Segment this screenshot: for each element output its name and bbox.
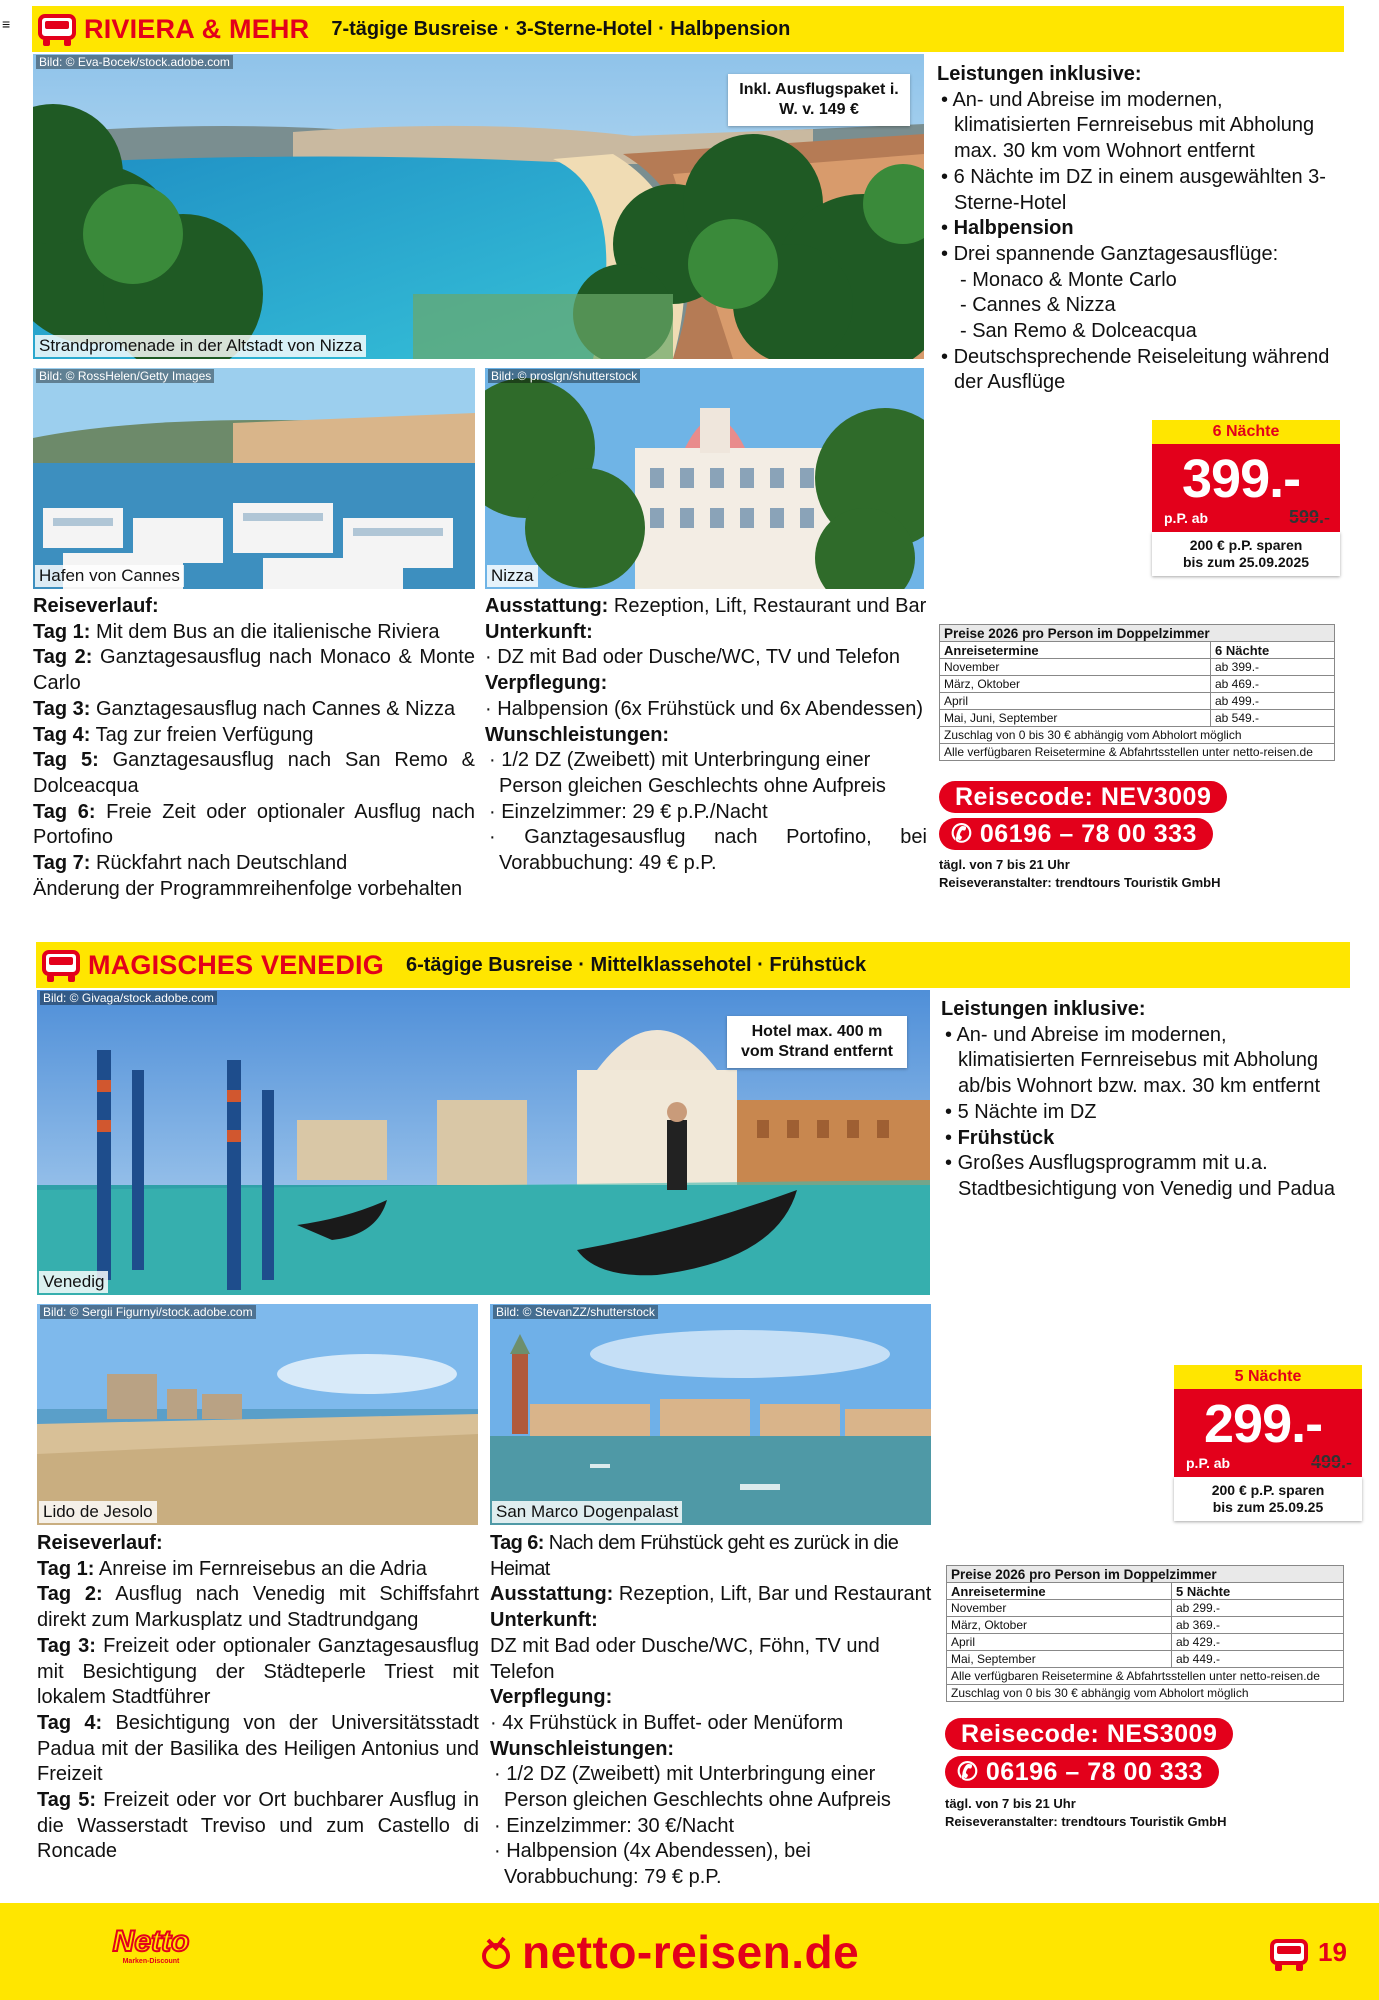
extra-item: · 1/2 DZ (Zweibett) mit Unterbringung einer Person gleichen Geschlechts ohne Aufpreis [489,749,886,797]
photo-caption: Venedig [39,1271,108,1293]
tour-operator: Reiseveranstalter: trendtours Touristik GmbH [945,1814,1227,1829]
photo-caption: Strandpromenade in der Altstadt von Nizza [35,335,366,357]
page-marker: ≡ [2,16,11,32]
extra-item: · Ganztagesausflug nach Portofino, bei Vorabbuchung: 49 € p.P. [489,826,927,875]
extras-label: Wunschleistungen: [490,1737,675,1760]
table-row: November ab 299.- [947,1600,1344,1617]
old-price: 499.- [1310,1452,1352,1472]
table-title: Preise 2026 pro Person im Doppelzimmer [940,625,1335,642]
hotline-hours: tägl. von 7 bis 21 Uhr [945,1796,1076,1811]
offer2-itinerary [37,1531,479,1865]
price-nights: 5 Nächte [1174,1365,1362,1389]
old-price: 599.- [1288,507,1330,527]
offer1-hotel-details [485,594,927,877]
col-header: Anreisetermine [947,1583,1172,1600]
board-label: Verpflegung: [485,672,608,695]
extras-label: Wunschleistungen: [485,723,670,746]
hotel-distance-tag: Hotel max. 400 m vom Strand entfernt [727,1016,907,1068]
table-note: Alle verfügbaren Reisetermine & Abfahrtsstellen unter netto-reisen.de [947,1668,1344,1685]
offer2-banner [36,942,1350,988]
offer2-left-photo [37,1304,478,1525]
itinerary-day: Tag 4: Tag zur freien Verfügung [33,723,314,746]
room-text: DZ mit Bad oder Dusche/WC, Föhn, TV und Telefon [490,1634,880,1683]
offer1-itinerary [33,594,475,902]
table-row: April ab 499.- [940,693,1335,710]
savings-note: 200 € p.P. sparen bis zum 25.09.2025 [1152,532,1340,576]
itinerary-day: Tag 2: Ausflug nach Venedig mit Schiffsfahrt direkt zum Markusplatz und Stadtrundgang [37,1583,480,1632]
extra-item: · Einzelzimmer: 29 € p.P./Nacht [489,800,768,823]
offer2-title: MAGISCHES VENEDIG [88,949,384,980]
jesolo-photo-illustration [37,1304,478,1525]
equipment: Ausstattung: Rezeption, Lift, Bar und Restaurant [490,1583,932,1606]
itinerary-day: Tag 2: Ganztagesausflug nach Monaco & Monte Carlo [33,646,475,695]
netto-logo[interactable]: Netto Marken-Discount [112,1925,190,1965]
photo-caption: San Marco Dogenpalast [492,1501,682,1523]
bus-icon [36,12,78,46]
col-header: Anreisetermine [940,642,1211,659]
photo-credit: Bild: © Givaga/stock.adobe.com [40,991,217,1005]
services-title: Leistungen inklusive: [941,998,1146,1020]
itinerary-day: Tag 1: Anreise im Fernreisebus an die Adria [37,1557,427,1580]
table-row: April ab 429.- [947,1634,1344,1651]
table-note: Alle verfügbaren Reisetermine & Abfahrtsstellen unter netto-reisen.de [940,744,1335,761]
itinerary-title: Reiseverlauf: [37,1532,163,1554]
travel-code: Reisecode: NEV3009 [939,781,1227,813]
board-text: · 4x Frühstück in Buffet- oder Menüform [490,1711,844,1734]
table-row: November ab 399.- [940,659,1335,676]
price-value: 299.- [1204,1394,1323,1454]
page-number: 19 [1318,1937,1347,1967]
offer1-right-photo [485,368,924,589]
itinerary-note: Änderung der Programmreihenfolge vorbehalten [33,877,463,900]
savings-note: 200 € p.P. sparen bis zum 25.09.25 [1174,1477,1362,1521]
room-label: Unterkunft: [485,620,593,643]
extra-item: · Einzelzimmer: 30 €/Nacht [494,1814,735,1837]
table-row: Mai, Juni, September ab 549.- [940,710,1335,727]
offer1-services [937,62,1342,396]
phone-icon: ✆ [951,820,973,848]
travel-code: Reisecode: NES3009 [945,1718,1233,1750]
itinerary-day: Tag 7: Rückfahrt nach Deutschland [33,852,348,875]
offer2-right-photo [490,1304,931,1525]
offer2-hotel-details [490,1531,935,1891]
table-note: Zuschlag von 0 bis 30 € abhängig vom Abholort möglich [940,727,1335,744]
photo-credit: Bild: © RossHelen/Getty Images [36,369,214,383]
service-item: • 5 Nächte im DZ [945,1100,1097,1123]
website-link[interactable]: netto-reisen.de [478,1925,859,1979]
col-header: 5 Nächte [1172,1583,1344,1600]
service-item: • Halbpension [941,217,1074,240]
bus-icon [40,948,82,982]
service-item: • Drei spannende Ganztagesausflüge: [941,242,1279,265]
hotline-hours: tägl. von 7 bis 21 Uhr [939,857,1070,872]
tour-operator: Reiseveranstalter: trendtours Touristik GmbH [939,875,1221,890]
service-item: • Frühstück [945,1126,1055,1149]
service-item: • An- und Abreise im modernen, klimatisierten Fernreisebus mit Abholung max. 30 km vom Wohnort entfernt [941,88,1315,163]
table-row: Mai, September ab 449.- [947,1651,1344,1668]
cannes-photo-illustration [33,368,475,589]
offer2-price-table [946,1565,1344,1702]
offer2-subtitle: 6-tägige Busreise · Mittelklassehotel · Frühstück [405,953,867,976]
service-item: • Großes Ausflugsprogramm mit u.a. Stadtbesichtigung von Venedig und Padua [945,1152,1335,1200]
offer1-main-photo [33,54,924,359]
offer1-title: RIVIERA & MEHR [84,13,310,44]
bus-icon [1268,1937,1310,1976]
table-row: März, Oktober ab 469.- [940,676,1335,693]
itinerary-day: Tag 4: Besichtigung von der Universitätsstadt Padua mit der Basilika des Heiligen Antonius und Freizeit [37,1711,479,1786]
offer1-price-table [939,624,1335,761]
service-item: • An- und Abreise im modernen, klimatisierten Fernreisebus mit Abholung ab/bis Wohnort bzw. max. 30 km entfernt [945,1023,1321,1098]
itinerary-day: Tag 3: Ganztagesausflug nach Cannes & Nizza [33,697,456,720]
photo-caption: Lido de Jesolo [39,1501,157,1523]
itinerary-day: Tag 1: Mit dem Bus an die italienische Riviera [33,620,440,643]
excursion-package-tag: Inkl. Ausflugspaket i. W. v. 149 € [728,74,910,126]
itinerary-day: Tag 5: Ganztagesausflug nach San Remo & Dolceacqua [33,749,475,797]
price-per-person: p.P. ab [1164,510,1209,526]
itinerary-day-6: Tag 6: Nach dem Frühstück geht es zurück in die Heimat [490,1532,899,1580]
table-note: Zuschlag von 0 bis 30 € abhängig vom Abholort möglich [947,1685,1344,1702]
room-text: · DZ mit Bad oder Dusche/WC, TV und Telefon [485,646,900,669]
extra-item: · Halbpension (4x Abendessen), bei Vorabbuchung: 79 € p.P. [494,1840,811,1889]
excursion-item: - Monaco & Monte Carlo [960,268,1177,291]
excursion-item: - Cannes & Nizza [960,294,1116,317]
service-item: • Deutschsprechende Reiseleitung während der Ausflüge [941,345,1330,394]
offer1-banner [32,6,1344,52]
photo-credit: Bild: © Sergii Figurnyi/stock.adobe.com [40,1305,256,1319]
price-value: 399.- [1182,449,1301,509]
board-text: · Halbpension (6x Frühstück und 6x Abendessen) [485,697,924,720]
equipment: Ausstattung: Rezeption, Lift, Restaurant und Bar [485,595,927,617]
services-title: Leistungen inklusive: [937,63,1142,85]
netto-scottie-icon [478,1932,514,1972]
room-label: Unterkunft: [490,1609,598,1632]
photo-credit: Bild: © Eva-Bocek/stock.adobe.com [36,55,233,69]
itinerary-day: Tag 5: Freizeit oder vor Ort buchbarer Ausflug in die Wasserstadt Treviso und zum Castello di Roncade [37,1789,479,1863]
photo-caption: Hafen von Cannes [35,565,184,587]
board-label: Verpflegung: [490,1686,613,1709]
table-row: März, Oktober ab 369.- [947,1617,1344,1634]
photo-credit: Bild: © proslgn/shutterstock [488,369,640,383]
offer2-price-box [1174,1365,1362,1521]
price-per-person: p.P. ab [1186,1455,1231,1471]
price-nights: 6 Nächte [1152,420,1340,444]
offer2-main-photo [37,990,930,1295]
photo-credit: Bild: © StevanZZ/shutterstock [493,1305,658,1319]
itinerary-day: Tag 3: Freizeit oder optionaler Ganztagesausflug mit Besichtigung der Städteperle Triest mit lokalem Stadtführer [37,1634,480,1709]
footer [0,1903,1379,2000]
phone-number[interactable]: ✆ 06196 – 78 00 333 [945,1756,1219,1788]
offer2-services [941,997,1346,1203]
excursion-item: - San Remo & Dolceacqua [960,320,1197,343]
itinerary-day: Tag 6: Freie Zeit oder optionaler Ausflug nach Portofino [33,800,475,849]
extra-item: · 1/2 DZ (Zweibett) mit Unterbringung einer Person gleichen Geschlechts ohne Aufpreis [494,1763,891,1812]
san-marco-photo-illustration [490,1304,931,1525]
offer1-subtitle: 7-tägige Busreise · 3-Sterne-Hotel · Halbpension [331,17,791,40]
col-header: 6 Nächte [1211,642,1335,659]
phone-icon: ✆ [957,1758,979,1786]
nizza-photo-illustration [485,368,924,589]
photo-caption: Nizza [487,565,538,587]
service-item: • 6 Nächte im DZ in einem ausgewählten 3-Sterne-Hotel [941,165,1326,214]
offer1-left-photo [33,368,475,589]
itinerary-title: Reiseverlauf: [33,595,159,617]
table-title: Preise 2026 pro Person im Doppelzimmer [947,1566,1344,1583]
offer1-price-box [1152,420,1340,576]
phone-number[interactable]: ✆ 06196 – 78 00 333 [939,818,1213,850]
